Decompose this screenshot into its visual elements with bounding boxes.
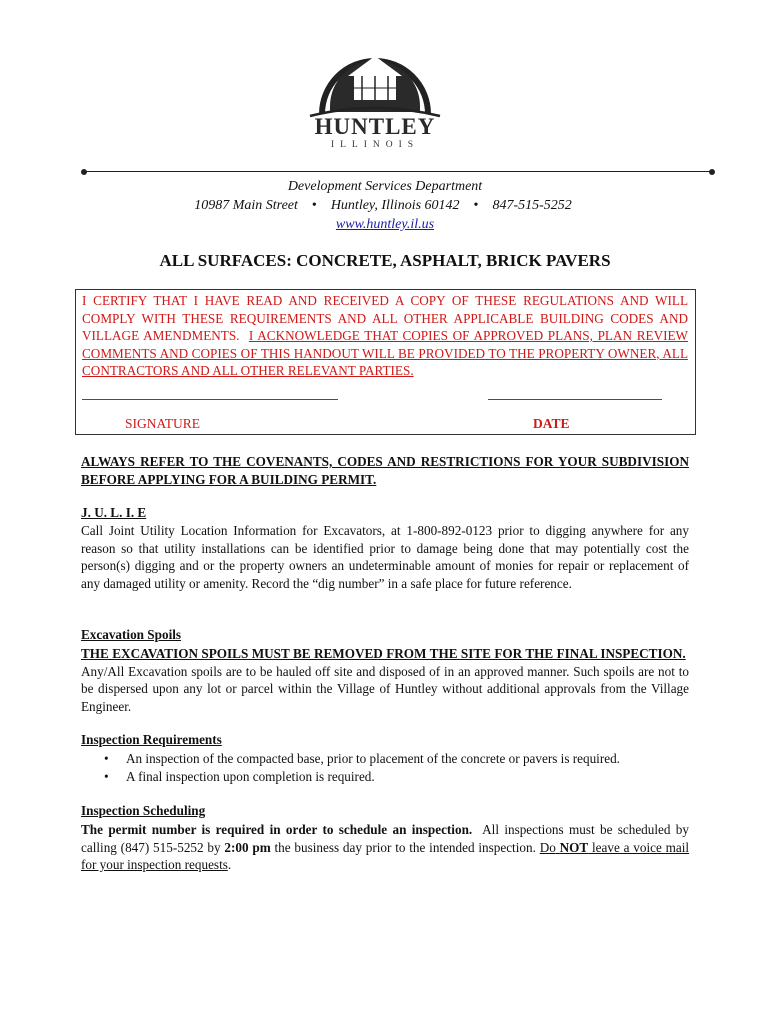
covenants-notice bbox=[81, 453, 689, 488]
separator-dot: • bbox=[311, 198, 317, 213]
excavation-lead: THE EXCAVATION SPOILS MUST BE REMOVED FROM THE SITE FOR THE FINAL INSPECTION. bbox=[81, 646, 686, 661]
department-name: Development Services Department bbox=[287, 179, 483, 194]
certification-text: I CERTIFY THAT I HAVE READ AND RECEIVED A COPY OF THESE REGULATIONS AND WILL COMPLY WITH THESE REQUIREMENTS AND ALL OTHER APPLICABLE BUILDING CODES AND VILLAGE AMENDMENTS. bbox=[82, 293, 688, 343]
inspection-requirements-heading: Inspection Requirements bbox=[81, 732, 222, 747]
logo-name: HUNTLEY bbox=[314, 114, 436, 139]
scheduling-text-2: the business day prior to the intended inspection. bbox=[274, 839, 536, 855]
scheduling-lead: The permit number is required in order to schedule an inspection. bbox=[81, 822, 473, 837]
inspection-scheduling-paragraph: The permit number is required in order to schedule an inspection. All inspections must be scheduled by calling (847) 515-5252 by 2:00 pm the business day prior to the intended inspection. Do NOT leave a voice mail for your inspection requests. bbox=[81, 822, 690, 872]
excavation-body: Any/All Excavation spoils are to be hauled off site and disposed of in an approved manner. Such spoils are not to be dispersed upon any lot or parcel within the Village of Huntley without additional approvals from the Village Engineer. bbox=[81, 663, 689, 714]
inspection-requirements-list bbox=[104, 750, 694, 785]
huntley-logo bbox=[300, 44, 450, 154]
list-item: • A final inspection upon completion is required. bbox=[104, 768, 694, 786]
voicemail-not: NOT bbox=[559, 839, 589, 855]
acknowledgement-text: I ACKNOWLEDGE THAT COPIES OF APPROVED PLANS, PLAN REVIEW COMMENTS AND COPIES OF THIS HANDOUT WILL BE PROVIDED TO THE PROPERTY OWNER, ALL CONTRACTORS AND ALL OTHER RELEVANT PARTIES. bbox=[82, 328, 689, 378]
voicemail-prefix: Do bbox=[539, 839, 556, 855]
covenants-notice-text: ALWAYS REFER TO THE COVENANTS, CODES AND RESTRICTIONS FOR YOUR SUBDIVISION BEFORE APPLYING FOR A BUILDING PERMIT. bbox=[81, 454, 689, 487]
signature-line[interactable] bbox=[82, 399, 338, 400]
city-state-zip: Huntley, Illinois 60142 bbox=[330, 198, 460, 213]
voicemail-suffix: leave a voice mail for your inspection requests bbox=[81, 839, 690, 872]
separator-dot: • bbox=[473, 198, 479, 213]
page-title: ALL SURFACES: CONCRETE, ASPHALT, BRICK PAVERS bbox=[159, 251, 611, 270]
scheduling-deadline: 2:00 pm bbox=[224, 839, 271, 855]
date-line[interactable] bbox=[488, 399, 662, 400]
certification-statement bbox=[82, 292, 688, 380]
julie-heading: J. U. L. I. E bbox=[81, 505, 147, 520]
scheduling-text-1: All inspections must be scheduled by calling (847) 515-5252 by bbox=[81, 822, 689, 855]
excavation-heading: Excavation Spoils bbox=[81, 627, 182, 642]
phone-number: 847-515-5252 bbox=[492, 198, 572, 213]
excavation-paragraph bbox=[81, 645, 689, 715]
street-address: 10987 Main Street bbox=[194, 198, 298, 213]
address-line bbox=[0, 198, 768, 214]
website-link[interactable]: www.huntley.il.us bbox=[335, 217, 435, 232]
logo-state: ILLINOIS bbox=[330, 140, 420, 150]
julie-paragraph: Call Joint Utility Location Information for Excavators, at 1-800-892-0123 prior to digging anywhere for any reason so that utility installations can be identified prior to damage being done that may potentially cost the person(s) digging and or the property owners an undeterminable amount of monies for repair or replacement of any damaged utility or amenity. Record the “dig number” in a safe place for future reference. bbox=[81, 523, 689, 591]
inspection-scheduling-heading: Inspection Scheduling bbox=[81, 803, 206, 818]
list-item: • An inspection of the compacted base, prior to placement of the concrete or pavers is required. bbox=[104, 750, 694, 768]
date-label: DATE bbox=[533, 416, 570, 431]
signature-label: SIGNATURE bbox=[125, 416, 201, 431]
header-divider bbox=[84, 171, 712, 172]
gazebo-emblem-icon bbox=[300, 44, 450, 120]
certification-box bbox=[75, 289, 696, 435]
